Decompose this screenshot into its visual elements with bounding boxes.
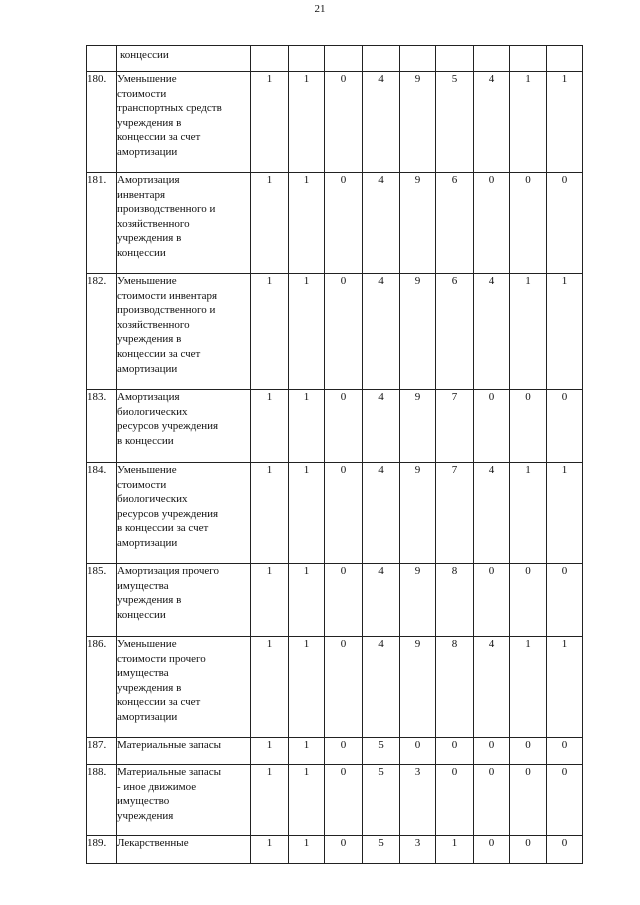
account-name-cell: [117, 564, 251, 637]
code-digit-7: [474, 46, 510, 72]
account-name-cell: [117, 390, 251, 463]
code-digit-2: 1: [289, 637, 325, 738]
code-digit-8: 0: [510, 173, 547, 274]
code-digit-2: 1: [289, 564, 325, 637]
account-name-cell: [117, 836, 251, 864]
code-digit-1: 1: [251, 72, 289, 173]
code-digit-6: 7: [436, 390, 474, 463]
code-digit-3: 0: [325, 637, 363, 738]
code-digit-7: 4: [474, 463, 510, 564]
row-number: 185.: [87, 564, 117, 637]
code-digit-9: 0: [547, 738, 583, 765]
account-name: Амортизация прочего имущества учреждения в концессии: [117, 565, 220, 621]
code-digit-8: 0: [510, 564, 547, 637]
code-digit-3: 0: [325, 390, 363, 463]
code-digit-6: [436, 46, 474, 72]
code-digit-8: [510, 46, 547, 72]
code-digit-4: 4: [363, 173, 400, 274]
code-digit-2: [289, 46, 325, 72]
code-digit-1: 1: [251, 390, 289, 463]
code-digit-7: 4: [474, 637, 510, 738]
code-digit-4: [363, 46, 400, 72]
table-row: [87, 463, 583, 564]
account-name-cell: [117, 173, 251, 274]
account-name-cell: [117, 72, 251, 173]
code-digit-9: 0: [547, 765, 583, 836]
account-name-cell: [117, 738, 251, 765]
code-digit-2: 1: [289, 390, 325, 463]
code-digit-4: 4: [363, 564, 400, 637]
code-digit-3: 0: [325, 274, 363, 390]
code-digit-7: 0: [474, 564, 510, 637]
account-name: Материальные запасы: [117, 739, 221, 751]
code-digit-6: 7: [436, 463, 474, 564]
table-row: [87, 390, 583, 463]
code-digit-4: 4: [363, 72, 400, 173]
code-digit-5: 3: [400, 836, 436, 864]
code-digit-6: 0: [436, 765, 474, 836]
row-number: 183.: [87, 390, 117, 463]
account-codes-table: [86, 45, 583, 864]
code-digit-5: [400, 46, 436, 72]
code-digit-5: 9: [400, 637, 436, 738]
code-digit-6: 5: [436, 72, 474, 173]
account-name: Материальные запасы - иное движимое имущество учреждения: [117, 766, 221, 822]
code-digit-5: 9: [400, 564, 436, 637]
row-number: 189.: [87, 836, 117, 864]
code-digit-1: 1: [251, 463, 289, 564]
code-digit-3: [325, 46, 363, 72]
table-body: [87, 46, 583, 864]
code-digit-8: 0: [510, 765, 547, 836]
code-digit-7: 0: [474, 390, 510, 463]
code-digit-8: 0: [510, 836, 547, 864]
code-digit-4: 5: [363, 765, 400, 836]
code-digit-7: 4: [474, 274, 510, 390]
code-digit-8: 0: [510, 738, 547, 765]
code-digit-6: 0: [436, 738, 474, 765]
code-digit-1: 1: [251, 274, 289, 390]
table-row: [87, 173, 583, 274]
code-digit-4: 4: [363, 274, 400, 390]
code-digit-4: 4: [363, 637, 400, 738]
row-number: 182.: [87, 274, 117, 390]
code-digit-4: 4: [363, 390, 400, 463]
code-digit-5: 9: [400, 72, 436, 173]
code-digit-7: 0: [474, 738, 510, 765]
account-name-cell: [117, 46, 251, 72]
code-digit-5: 3: [400, 765, 436, 836]
row-number: 187.: [87, 738, 117, 765]
code-digit-1: 1: [251, 173, 289, 274]
account-name-cell: [117, 637, 251, 738]
table-row: [87, 72, 583, 173]
code-digit-3: 0: [325, 765, 363, 836]
code-digit-3: 0: [325, 463, 363, 564]
code-digit-4: 5: [363, 836, 400, 864]
code-digit-2: 1: [289, 463, 325, 564]
code-digit-5: 9: [400, 390, 436, 463]
code-digit-9: 1: [547, 72, 583, 173]
code-digit-4: 5: [363, 738, 400, 765]
row-number: 181.: [87, 173, 117, 274]
account-name: концессии: [120, 49, 169, 61]
code-digit-3: 0: [325, 72, 363, 173]
code-digit-6: 8: [436, 637, 474, 738]
page-number: 21: [314, 3, 326, 15]
code-digit-6: 8: [436, 564, 474, 637]
code-digit-7: 0: [474, 173, 510, 274]
code-digit-2: 1: [289, 274, 325, 390]
code-digit-9: [547, 46, 583, 72]
account-name: Уменьшение стоимости прочего имущества учреждения в концессии за счет амортизации: [117, 638, 206, 723]
code-digit-6: 1: [436, 836, 474, 864]
table-row: [87, 564, 583, 637]
code-digit-4: 4: [363, 463, 400, 564]
code-digit-2: 1: [289, 72, 325, 173]
code-digit-5: 9: [400, 173, 436, 274]
code-digit-1: 1: [251, 738, 289, 765]
code-digit-3: 0: [325, 173, 363, 274]
code-digit-8: 0: [510, 390, 547, 463]
code-digit-9: 1: [547, 463, 583, 564]
code-digit-8: 1: [510, 72, 547, 173]
code-digit-3: 0: [325, 836, 363, 864]
code-digit-7: 0: [474, 836, 510, 864]
row-number: 186.: [87, 637, 117, 738]
code-digit-3: 0: [325, 738, 363, 765]
table-row: [87, 46, 583, 72]
code-digit-7: 4: [474, 72, 510, 173]
code-digit-8: 1: [510, 637, 547, 738]
row-number: 180.: [87, 72, 117, 173]
code-digit-3: 0: [325, 564, 363, 637]
account-name: Амортизация биологических ресурсов учреждения в концессии: [117, 391, 219, 447]
account-name-cell: [117, 274, 251, 390]
code-digit-9: 0: [547, 564, 583, 637]
code-digit-9: 0: [547, 390, 583, 463]
code-digit-5: 9: [400, 463, 436, 564]
row-number: [87, 46, 117, 72]
code-digit-1: 1: [251, 637, 289, 738]
code-digit-2: 1: [289, 738, 325, 765]
code-digit-2: 1: [289, 836, 325, 864]
account-name-cell: [117, 765, 251, 836]
code-digit-6: 6: [436, 173, 474, 274]
code-digit-1: 1: [251, 765, 289, 836]
code-digit-9: 0: [547, 836, 583, 864]
code-digit-1: 1: [251, 836, 289, 864]
table-row: [87, 637, 583, 738]
table-row: [87, 274, 583, 390]
table-row: [87, 738, 583, 765]
code-digit-9: 1: [547, 637, 583, 738]
code-digit-1: 1: [251, 564, 289, 637]
account-name: Амортизация инвентаря производственного и хозяйственного учреждения в концессии: [117, 174, 216, 259]
account-name-cell: [117, 463, 251, 564]
code-digit-1: [251, 46, 289, 72]
code-digit-2: 1: [289, 173, 325, 274]
table-row: [87, 765, 583, 836]
code-digit-8: 1: [510, 274, 547, 390]
account-name: Уменьшение стоимости транспортных средств учреждения в концессии за счет амортизации: [117, 73, 222, 158]
account-name: Лекарственные: [117, 837, 189, 849]
table-row: [87, 836, 583, 864]
code-digit-5: 9: [400, 274, 436, 390]
account-name: Уменьшение стоимости инвентаря производственного и хозяйственного учреждения в концессии за счет амортизации: [117, 275, 218, 375]
row-number: 184.: [87, 463, 117, 564]
code-digit-2: 1: [289, 765, 325, 836]
code-digit-9: 0: [547, 173, 583, 274]
account-name: Уменьшение стоимости биологических ресурсов учреждения в концессии за счет амортизации: [117, 464, 219, 549]
code-digit-9: 1: [547, 274, 583, 390]
code-digit-7: 0: [474, 765, 510, 836]
row-number: 188.: [87, 765, 117, 836]
code-digit-6: 6: [436, 274, 474, 390]
code-digit-8: 1: [510, 463, 547, 564]
code-digit-5: 0: [400, 738, 436, 765]
